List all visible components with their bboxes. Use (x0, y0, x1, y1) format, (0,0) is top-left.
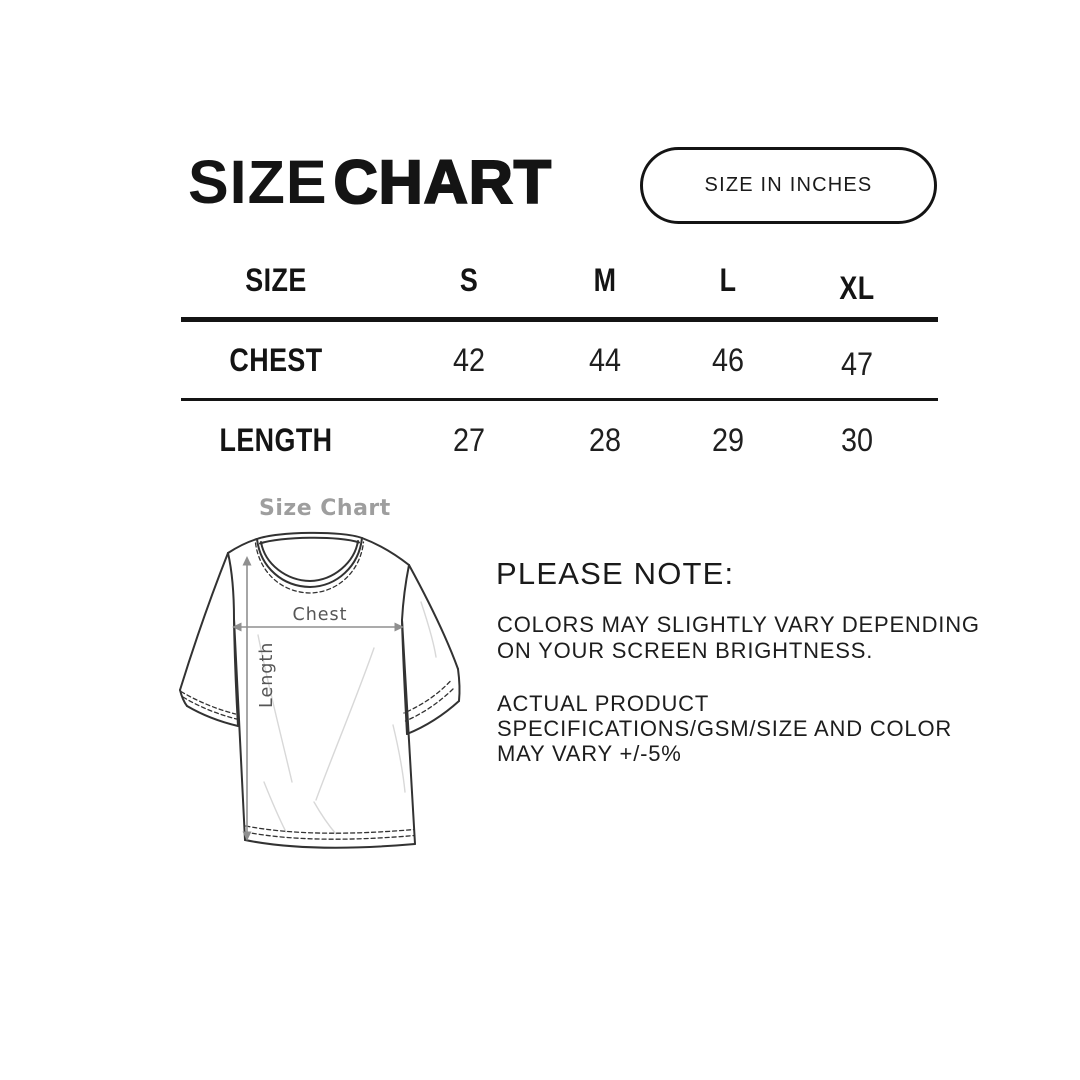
note-line: MAY VARY +/-5% (497, 741, 682, 766)
page-title-word-size: SIZE (188, 148, 328, 216)
cell-chest-l: 46 (711, 342, 745, 378)
column-header-size: SIZE (245, 262, 307, 298)
unit-badge (640, 147, 937, 224)
note-line: ACTUAL PRODUCT (497, 691, 710, 716)
diagram-caption: Size Chart (259, 496, 391, 521)
table-divider-header (181, 317, 938, 322)
cell-length-l: 29 (711, 422, 745, 458)
row-label-chest: CHEST (229, 342, 323, 378)
column-header-xl: XL (839, 270, 875, 306)
cell-chest-xl: 47 (840, 346, 874, 382)
column-header-l: L (719, 262, 737, 298)
cell-length-xl: 30 (840, 422, 874, 458)
length-dimension-label: Length (257, 641, 277, 708)
page-title (188, 150, 552, 214)
page-title-word-chart: CHART (333, 148, 553, 216)
note-line: SPECIFICATIONS/GSM/SIZE AND COLOR (497, 716, 953, 741)
unit-badge-label: SIZE IN INCHES (704, 174, 873, 196)
note-line: ON YOUR SCREEN BRIGHTNESS. (497, 638, 874, 663)
column-header-m: M (593, 262, 617, 298)
table-divider-row (181, 398, 938, 401)
note-paragraph-specs (497, 691, 952, 766)
cell-chest-m: 44 (588, 342, 622, 378)
cell-chest-s: 42 (452, 342, 486, 378)
column-header-s: S (459, 262, 479, 298)
tshirt-outline (180, 533, 460, 848)
note-line: COLORS MAY SLIGHTLY VARY DEPENDING (497, 612, 980, 637)
cell-length-m: 28 (588, 422, 622, 458)
cell-length-s: 27 (452, 422, 486, 458)
note-paragraph-colors (497, 612, 980, 664)
chest-dimension-label: Chest (292, 605, 348, 625)
note-heading: PLEASE NOTE: (496, 556, 735, 591)
tshirt-diagram (162, 530, 474, 855)
fabric-crease-lines (258, 602, 436, 834)
row-label-length: LENGTH (219, 422, 333, 458)
